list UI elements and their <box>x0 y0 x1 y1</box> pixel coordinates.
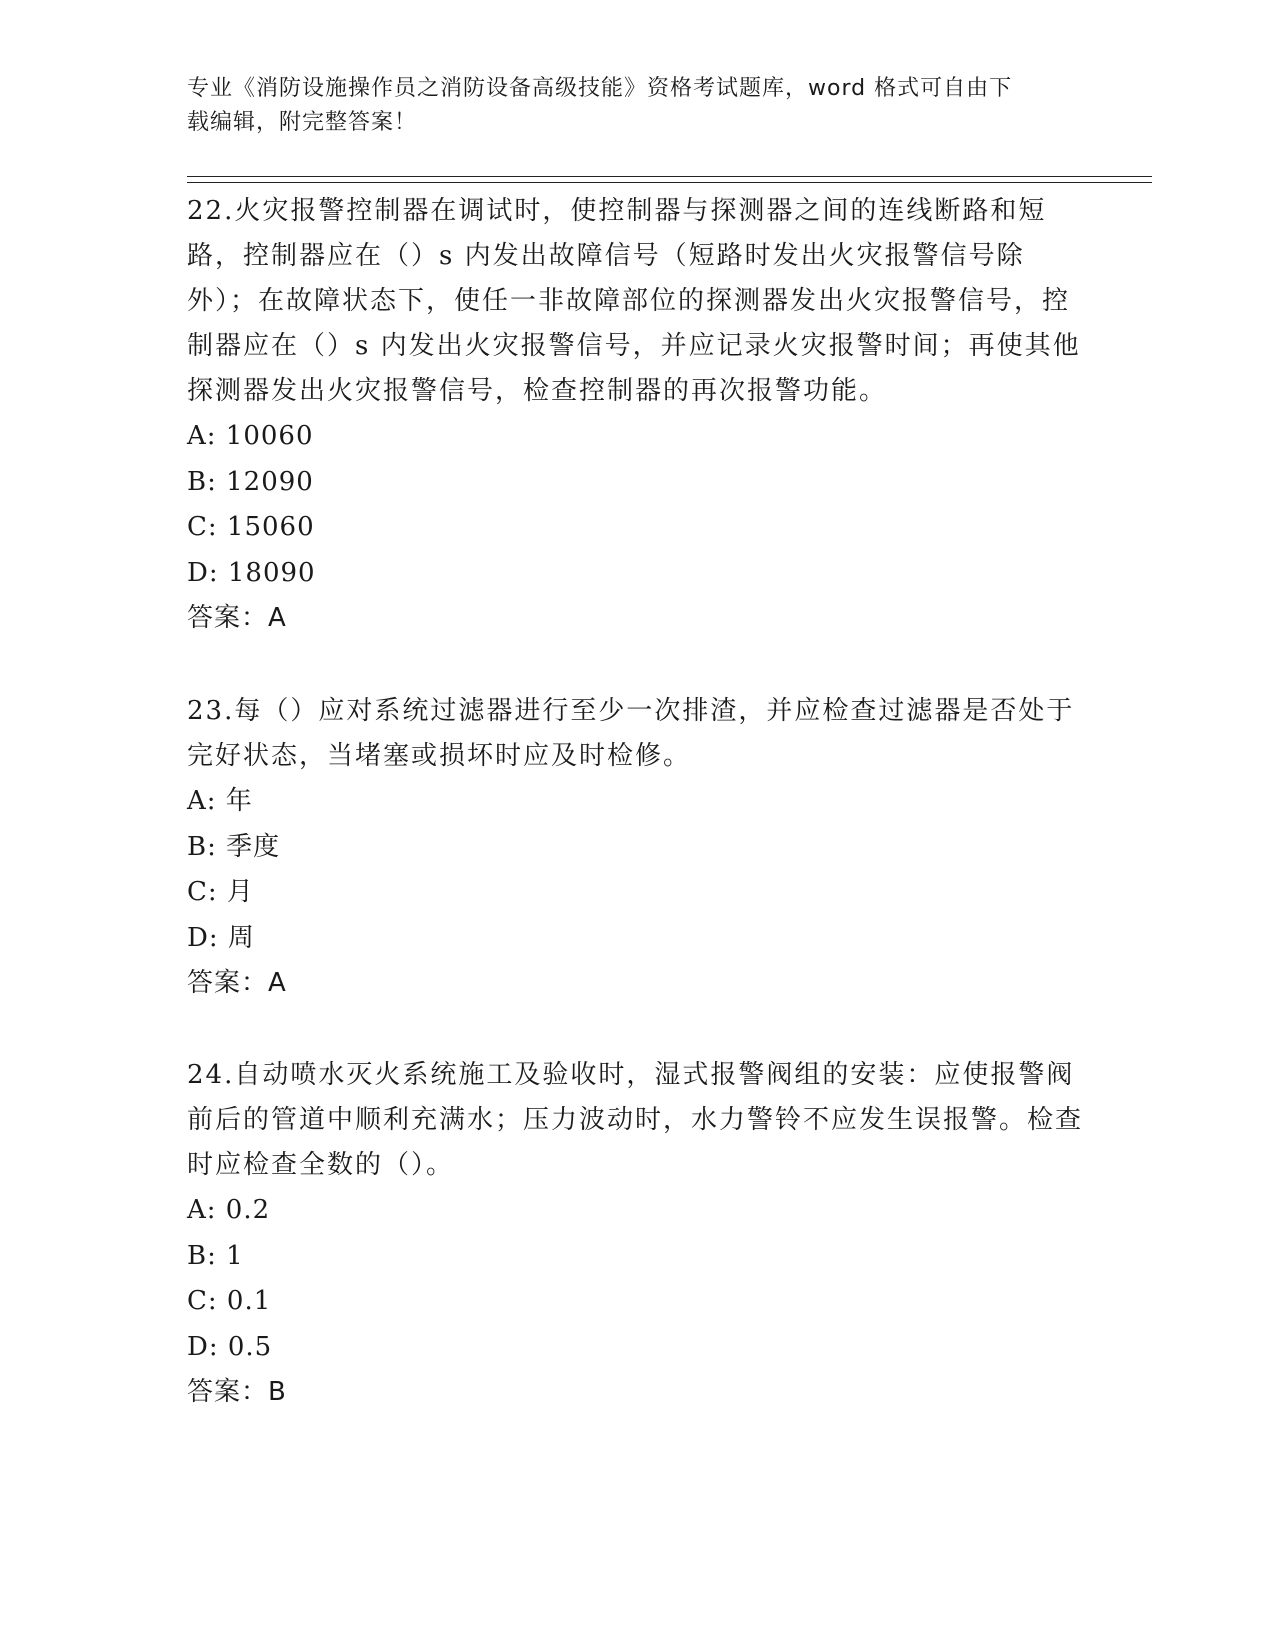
answer: 答案：B <box>187 1377 287 1407</box>
option-a: A: 0.2 <box>187 1195 271 1225</box>
option-c: C: 15060 <box>187 512 315 542</box>
option-a: A: 10060 <box>187 421 314 451</box>
header-divider-bottom <box>187 182 1152 183</box>
option-c: C: 0.1 <box>187 1286 272 1316</box>
question-24 <box>187 1053 1092 1415</box>
option-b: B: 季度 <box>187 831 281 862</box>
option-d: D: 周 <box>187 922 255 953</box>
answer: 答案：A <box>187 603 287 633</box>
question-text: 23.每（）应对系统过滤器进行至少一次排渣，并应检查过滤器是否处于完好状态，当堵塞或损坏时应及时检修。 <box>187 696 1075 771</box>
option-a: A: 年 <box>187 786 253 816</box>
option-b: B: 1 <box>187 1240 244 1271</box>
document-header: 专业《消防设施操作员之消防设备高级技能》资格考试题库，word 格式可自由下 载编辑，附完整答案！ <box>187 76 1013 135</box>
header-divider-top <box>187 176 1152 177</box>
option-c: C: 月 <box>187 877 254 907</box>
option-d: D: 0.5 <box>187 1331 273 1362</box>
option-d: D: 18090 <box>187 557 316 588</box>
question-22 <box>187 189 1092 641</box>
question-23 <box>187 689 1092 1006</box>
option-b: B: 12090 <box>187 466 314 497</box>
answer: 答案：A <box>187 968 287 998</box>
question-text: 22.火灾报警控制器在调试时，使控制器与探测器之间的连线断路和短路，控制器应在（）s 内发出故障信号（短路时发出火灾报警信号除外）；在故障状态下，使任一非故障部位的探测器发出火灾报警信号，控制器应在（）s 内发出火灾报警信号，并应记录火灾报警时间；再使其他探测器发出火灾报警信号，检查控制器的再次报警功能。 <box>187 196 1081 406</box>
question-text: 24.自动喷水灭火系统施工及验收时，湿式报警阀组的安装：应使报警阀前后的管道中顺利充满水；压力波动时，水力警铃不应发生误报警。检查时应检查全数的（）。 <box>187 1060 1084 1180</box>
